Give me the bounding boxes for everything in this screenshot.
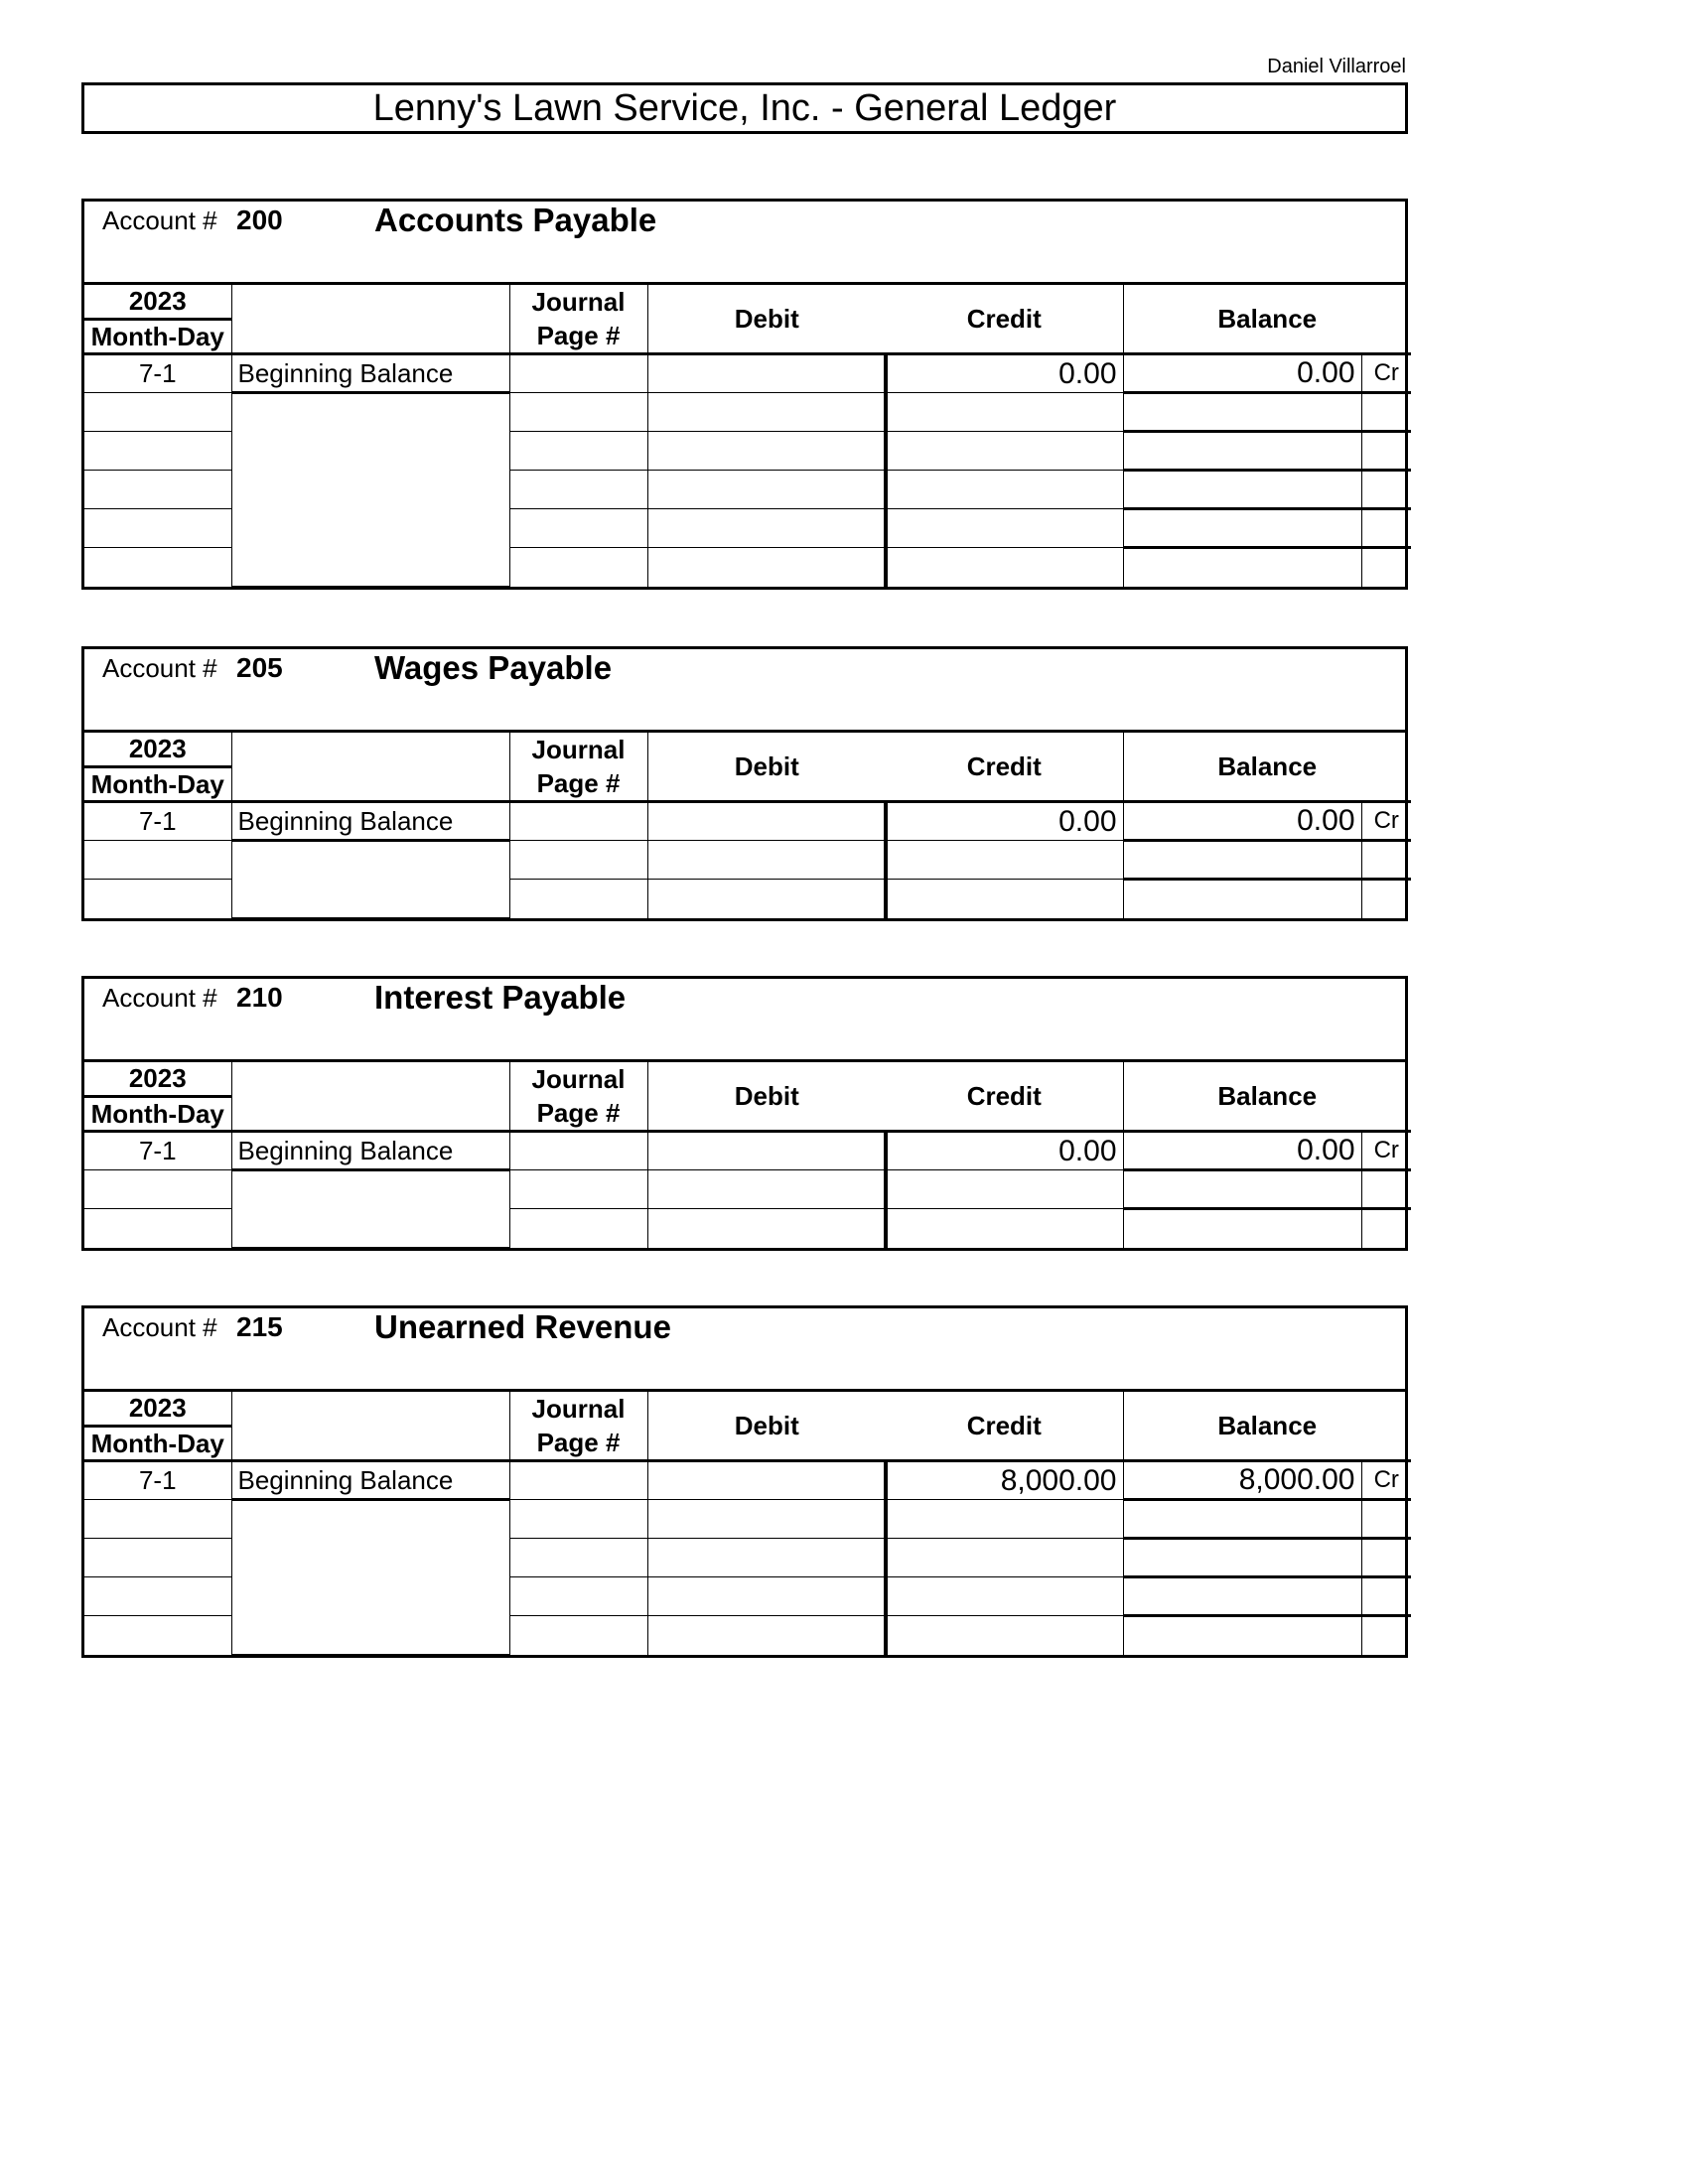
entry-date: 7-1 xyxy=(84,354,231,393)
ledger-table xyxy=(84,1062,1411,1248)
blank-ledger-row xyxy=(84,841,1411,880)
year-header: 2023 xyxy=(84,1392,231,1427)
account-label: Account # xyxy=(102,205,217,235)
balance-header: Balance xyxy=(1123,733,1411,802)
account-label: Account # xyxy=(102,653,217,683)
journal-page-cell xyxy=(509,432,647,471)
ledger-title: Lenny's Lawn Service, Inc. - General Ledger xyxy=(81,82,1408,134)
entry-description: Beginning Balance xyxy=(231,354,509,393)
journal-page-cell xyxy=(509,1500,647,1539)
balance-side-cell xyxy=(1361,1209,1411,1248)
account-number: 205 xyxy=(236,652,283,683)
balance-cell xyxy=(1123,841,1361,880)
balance-side-cell xyxy=(1361,432,1411,471)
journal-page-header: Journal Page # xyxy=(509,1392,647,1461)
credit-header: Credit xyxy=(886,1392,1123,1461)
entry-balance-side: Cr xyxy=(1361,1461,1411,1500)
entry-debit xyxy=(647,802,886,841)
credit-cell xyxy=(886,432,1123,471)
ledger-row xyxy=(84,1461,1411,1500)
account-header xyxy=(84,979,1405,1062)
entry-description: Beginning Balance xyxy=(231,1461,509,1500)
balance-side-cell xyxy=(1361,393,1411,432)
date-cell xyxy=(84,880,231,918)
debit-cell xyxy=(647,1500,886,1539)
balance-cell xyxy=(1123,1170,1361,1209)
entry-journal-page xyxy=(509,354,647,393)
credit-cell xyxy=(886,1577,1123,1616)
credit-cell xyxy=(886,1500,1123,1539)
debit-cell xyxy=(647,880,886,918)
account-header xyxy=(84,1308,1405,1392)
journal-page-cell xyxy=(509,548,647,587)
ledger-table xyxy=(84,733,1411,918)
entry-debit xyxy=(647,1461,886,1500)
entry-credit: 8,000.00 xyxy=(886,1461,1123,1500)
journal-page-cell xyxy=(509,1577,647,1616)
balance-header: Balance xyxy=(1123,285,1411,354)
account-header xyxy=(84,202,1405,285)
debit-cell xyxy=(647,1209,886,1248)
date-cell xyxy=(84,393,231,432)
debit-cell xyxy=(647,393,886,432)
balance-side-cell xyxy=(1361,471,1411,509)
debit-cell xyxy=(647,1616,886,1655)
description-header xyxy=(231,1392,509,1461)
account-number: 200 xyxy=(236,205,283,235)
ledger-row xyxy=(84,1132,1411,1170)
credit-cell xyxy=(886,509,1123,548)
balance-cell xyxy=(1123,1616,1361,1655)
description-header xyxy=(231,285,509,354)
debit-cell xyxy=(647,841,886,880)
credit-header: Credit xyxy=(886,733,1123,802)
credit-cell xyxy=(886,1539,1123,1577)
entry-debit xyxy=(647,354,886,393)
description-cell xyxy=(231,393,509,587)
entry-debit xyxy=(647,1132,886,1170)
debit-cell xyxy=(647,1539,886,1577)
journal-page-cell xyxy=(509,471,647,509)
credit-cell xyxy=(886,1209,1123,1248)
date-cell xyxy=(84,1539,231,1577)
account-label: Account # xyxy=(102,983,217,1013)
balance-side-cell xyxy=(1361,1577,1411,1616)
ledger-row xyxy=(84,802,1411,841)
account-ledger-200 xyxy=(81,199,1408,590)
account-name: Interest Payable xyxy=(374,979,627,1016)
entry-balance: 0.00 xyxy=(1123,802,1361,841)
journal-page-cell xyxy=(509,509,647,548)
account-ledger-205 xyxy=(81,646,1408,921)
balance-cell xyxy=(1123,471,1361,509)
journal-page-header: Journal Page # xyxy=(509,1062,647,1132)
debit-header: Debit xyxy=(647,1392,886,1461)
journal-page-cell xyxy=(509,1170,647,1209)
description-cell xyxy=(231,841,509,918)
journal-page-cell xyxy=(509,841,647,880)
blank-ledger-row xyxy=(84,1170,1411,1209)
balance-side-cell xyxy=(1361,1170,1411,1209)
date-cell xyxy=(84,1209,231,1248)
balance-header: Balance xyxy=(1123,1062,1411,1132)
debit-header: Debit xyxy=(647,1062,886,1132)
description-cell xyxy=(231,1170,509,1248)
journal-page-cell xyxy=(509,1209,647,1248)
debit-cell xyxy=(647,548,886,587)
credit-cell xyxy=(886,548,1123,587)
month-day-header: Month-Day xyxy=(84,767,231,802)
balance-header: Balance xyxy=(1123,1392,1411,1461)
author-name: Daniel Villarroel xyxy=(1267,56,1406,77)
date-cell xyxy=(84,1500,231,1539)
debit-cell xyxy=(647,509,886,548)
balance-side-cell xyxy=(1361,880,1411,918)
balance-cell xyxy=(1123,509,1361,548)
balance-cell xyxy=(1123,1209,1361,1248)
account-name: Accounts Payable xyxy=(374,202,657,238)
balance-cell xyxy=(1123,393,1361,432)
account-label: Account # xyxy=(102,1312,217,1342)
entry-balance-side: Cr xyxy=(1361,354,1411,393)
account-ledger-215 xyxy=(81,1305,1408,1658)
date-cell xyxy=(84,471,231,509)
balance-cell xyxy=(1123,548,1361,587)
entry-credit: 0.00 xyxy=(886,1132,1123,1170)
debit-cell xyxy=(647,1170,886,1209)
blank-ledger-row xyxy=(84,1500,1411,1539)
date-cell xyxy=(84,1170,231,1209)
debit-cell xyxy=(647,1577,886,1616)
balance-cell xyxy=(1123,880,1361,918)
account-number: 210 xyxy=(236,982,283,1013)
account-name: Wages Payable xyxy=(374,649,613,686)
ledger-row xyxy=(84,354,1411,393)
credit-cell xyxy=(886,841,1123,880)
date-cell xyxy=(84,432,231,471)
entry-journal-page xyxy=(509,1132,647,1170)
balance-cell xyxy=(1123,1539,1361,1577)
journal-page-cell xyxy=(509,1539,647,1577)
entry-balance: 8,000.00 xyxy=(1123,1461,1361,1500)
entry-balance-side: Cr xyxy=(1361,1132,1411,1170)
blank-ledger-row xyxy=(84,393,1411,432)
journal-page-header: Journal Page # xyxy=(509,733,647,802)
balance-side-cell xyxy=(1361,1500,1411,1539)
balance-cell xyxy=(1123,1500,1361,1539)
journal-page-cell xyxy=(509,393,647,432)
journal-page-cell xyxy=(509,880,647,918)
credit-header: Credit xyxy=(886,1062,1123,1132)
debit-cell xyxy=(647,471,886,509)
debit-cell xyxy=(647,432,886,471)
account-number: 215 xyxy=(236,1311,283,1342)
description-cell xyxy=(231,1500,509,1655)
journal-page-cell xyxy=(509,1616,647,1655)
entry-credit: 0.00 xyxy=(886,802,1123,841)
date-cell xyxy=(84,841,231,880)
credit-cell xyxy=(886,880,1123,918)
journal-page-header: Journal Page # xyxy=(509,285,647,354)
entry-journal-page xyxy=(509,1461,647,1500)
balance-side-cell xyxy=(1361,1616,1411,1655)
entry-journal-page xyxy=(509,802,647,841)
date-cell xyxy=(84,1577,231,1616)
entry-date: 7-1 xyxy=(84,802,231,841)
debit-header: Debit xyxy=(647,733,886,802)
balance-side-cell xyxy=(1361,548,1411,587)
credit-cell xyxy=(886,1616,1123,1655)
credit-header: Credit xyxy=(886,285,1123,354)
entry-description: Beginning Balance xyxy=(231,1132,509,1170)
balance-side-cell xyxy=(1361,1539,1411,1577)
balance-cell xyxy=(1123,432,1361,471)
date-cell xyxy=(84,548,231,587)
date-cell xyxy=(84,509,231,548)
month-day-header: Month-Day xyxy=(84,1097,231,1132)
credit-cell xyxy=(886,1170,1123,1209)
year-header: 2023 xyxy=(84,1062,231,1097)
date-cell xyxy=(84,1616,231,1655)
entry-balance-side: Cr xyxy=(1361,802,1411,841)
description-header xyxy=(231,733,509,802)
month-day-header: Month-Day xyxy=(84,320,231,354)
ledger-table xyxy=(84,285,1411,587)
entry-date: 7-1 xyxy=(84,1461,231,1500)
account-ledger-210 xyxy=(81,976,1408,1251)
credit-cell xyxy=(886,471,1123,509)
balance-side-cell xyxy=(1361,509,1411,548)
year-header: 2023 xyxy=(84,733,231,767)
ledger-table xyxy=(84,1392,1411,1655)
balance-cell xyxy=(1123,1577,1361,1616)
account-header xyxy=(84,649,1405,733)
entry-balance: 0.00 xyxy=(1123,354,1361,393)
entry-balance: 0.00 xyxy=(1123,1132,1361,1170)
entry-date: 7-1 xyxy=(84,1132,231,1170)
description-header xyxy=(231,1062,509,1132)
month-day-header: Month-Day xyxy=(84,1427,231,1461)
year-header: 2023 xyxy=(84,285,231,320)
entry-description: Beginning Balance xyxy=(231,802,509,841)
balance-side-cell xyxy=(1361,841,1411,880)
credit-cell xyxy=(886,393,1123,432)
entry-credit: 0.00 xyxy=(886,354,1123,393)
debit-header: Debit xyxy=(647,285,886,354)
account-name: Unearned Revenue xyxy=(374,1308,671,1345)
